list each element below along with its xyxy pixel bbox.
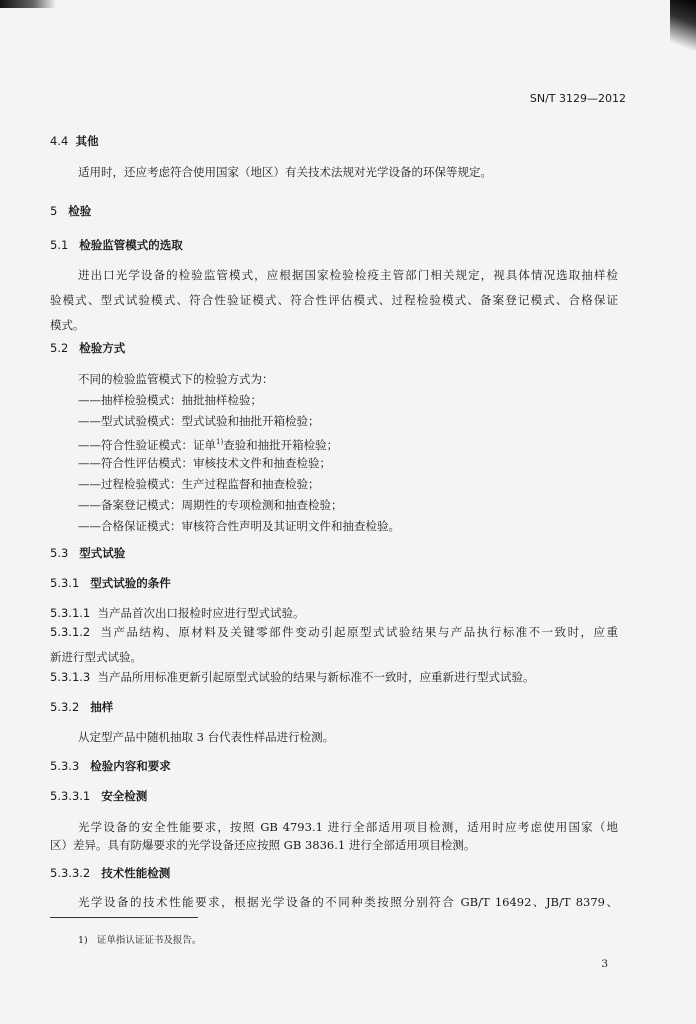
section-title: 抽样 [90,700,114,714]
section-title: 型式试验 [79,546,126,560]
clause-continuation: 新进行型式试验。 [50,650,142,664]
list-item-text: ——符合性验证模式：证单 [78,438,216,452]
section-heading [50,134,99,148]
page-number: 3 [601,958,608,970]
paragraph-line: 验模式、型式试验模式、符合性验证模式、符合性评估模式、过程检验模式、备案登记模式、合格保证 [50,293,618,307]
clause [50,606,305,620]
scan-artifact [670,0,696,60]
section-title: 型式试验的条件 [90,576,171,590]
list-item: ——抽样检验模式：抽批抽样检验； [78,393,262,407]
section-number: 5 [50,204,58,218]
scan-artifact [0,0,56,8]
list-item-text: 查验和抽批开箱检验； [223,438,339,452]
clause-text: 当产品首次出口报检时应进行型式试验。 [97,606,305,620]
section-title: 安全检测 [101,789,148,803]
section-title: 检验监管模式的选取 [79,238,183,252]
clause-text: 当产品所用标准更新引起原型式试验的结果与新标准不一致时，应重新进行型式试验。 [97,670,535,684]
section-heading [50,866,170,880]
footnote-text: 证单指认证证书及报告。 [96,935,202,946]
list-item: ——符合性评估模式：审核技术文件和抽查检验； [78,456,331,470]
footnote-divider [50,917,198,918]
clause-number: 5.3.1.1 [50,606,91,620]
section-heading [50,341,125,355]
clause-number: 5.3.1.2 [50,625,91,639]
section-title: 检验 [68,204,92,218]
list-item [78,435,338,452]
standard-number: SN/T 3129—2012 [529,92,626,105]
list-item: ——型式试验模式：型式试验和抽批开箱检验； [78,414,320,428]
paragraph: 从定型产品中随机抽取 3 台代表性样品进行检测。 [78,730,335,744]
section-title: 技术性能检测 [101,866,171,880]
clause [50,620,618,645]
section-heading [50,204,91,218]
section-number: 5.3.3 [50,759,80,773]
list-intro: 不同的检验监管模式下的检验方式为： [78,372,274,386]
paragraph-line: 区）差异。具有防爆要求的光学设备还应按照 GB 3836.1 进行全部适用项目检测。 [50,838,476,852]
section-number: 5.3 [50,546,69,560]
section-number: 5.1 [50,238,69,252]
section-title: 其他 [75,134,99,148]
footnote [78,934,201,948]
paragraph-line: 模式。 [50,318,85,332]
clause-number: 5.3.1.3 [50,670,91,684]
paragraph-line: 进出口光学设备的检验监管模式，应根据国家检验检疫主管部门相关规定，视具体情况选取抽样检 [78,268,618,282]
section-heading [50,546,125,560]
clause [50,670,535,684]
list-item: ——合格保证模式：审核符合性声明及其证明文件和抽查检验。 [78,519,400,533]
clause-text: 当产品结构、原材料及关键零部件变动引起原型式试验结果与产品执行标准不一致时，应重 [100,625,618,639]
section-heading [50,576,171,590]
footnote-ref: 1) [216,438,224,446]
section-heading [50,238,183,252]
section-heading [50,759,171,773]
section-title: 检验内容和要求 [90,759,171,773]
section-title: 检验方式 [79,341,126,355]
section-heading [50,789,147,803]
paragraph: 适用时，还应考虑符合使用国家（地区）有关技术法规对光学设备的环保等规定。 [78,165,492,179]
section-number: 5.2 [50,341,69,355]
section-number: 5.3.3.1 [50,789,91,803]
section-number: 5.3.3.2 [50,866,91,880]
footnote-mark: 1) [78,935,88,946]
list-item: ——备案登记模式：周期性的专项检测和抽查检验； [78,498,343,512]
paragraph-line: 光学设备的技术性能要求，根据光学设备的不同种类按照分别符合 GB/T 16492、JB/T 8379、 [78,895,618,909]
section-number: 4.4 [50,134,69,148]
paragraph-line: 光学设备的安全性能要求，按照 GB 4793.1 进行全部适用项目检测，适用时应考虑使用国家（地 [78,820,618,834]
section-heading [50,700,113,714]
section-number: 5.3.1 [50,576,80,590]
section-number: 5.3.2 [50,700,80,714]
list-item: ——过程检验模式：生产过程监督和抽查检验； [78,477,320,491]
